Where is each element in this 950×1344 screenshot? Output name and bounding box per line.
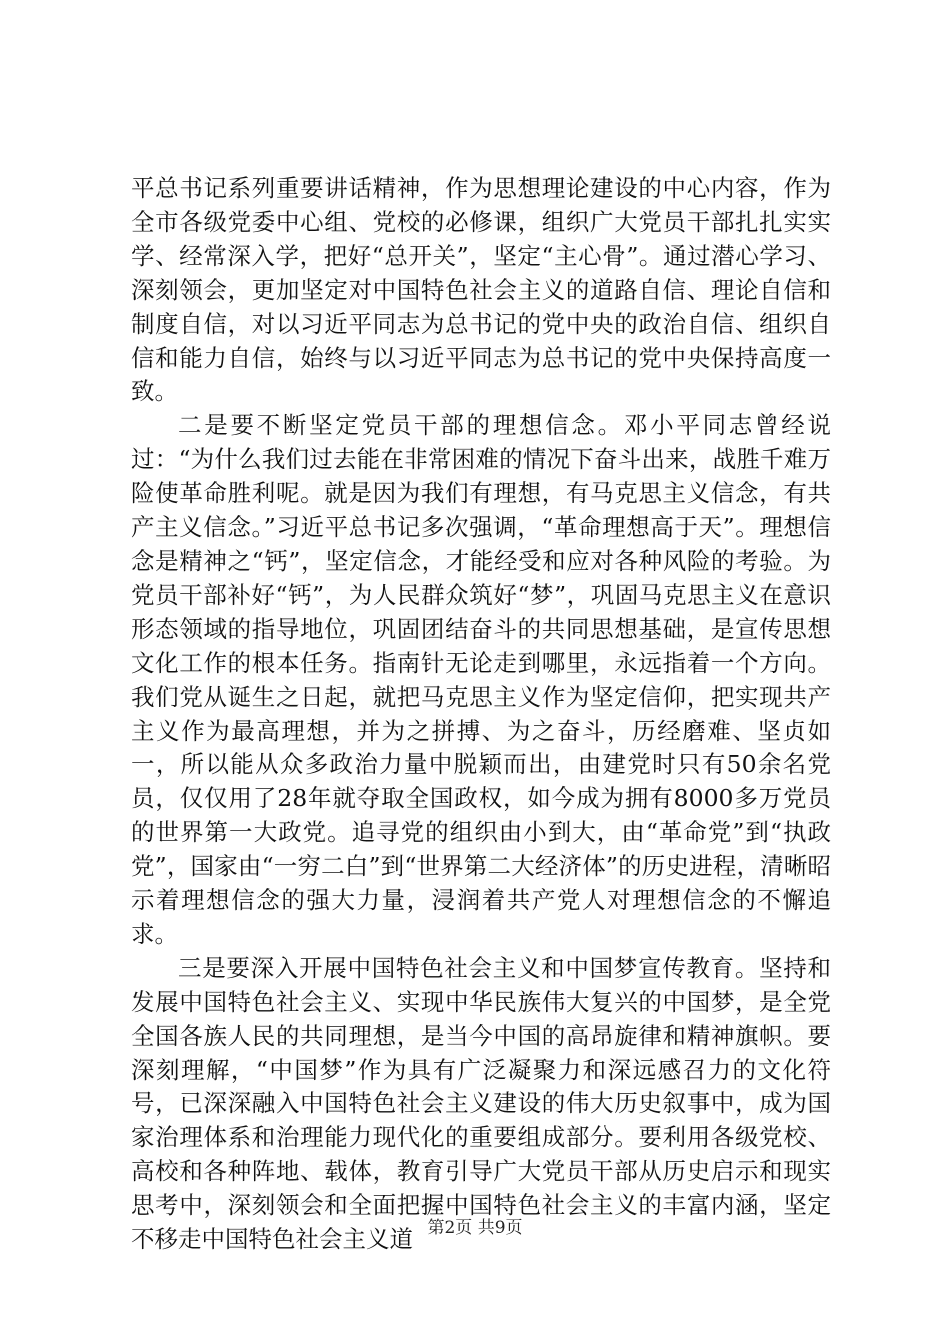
document-body bbox=[131, 172, 831, 1257]
paragraph-ideals-and-beliefs: 二是要不断坚定党员干部的理想信念。邓小平同志曾经说过：“为什么我们过去能在非常困难的情况下奋斗出来，战胜千难万险使革命胜利呢。就是因为我们有理想，有马克思主义信念，有共产主义信念。”习近平总书记多次强调，“革命理想高于天”。理想信念是精神之“钙”，坚定信念，才能经受和应对各种风险的考验。为党员干部补好“钙”，为人民群众筑好“梦”，巩固马克思主义在意识形态领域的指导地位，巩固团结奋斗的共同思想基础，是宣传思想文化工作的根本任务。指南针无论走到哪里，永远指着一个方向。我们党从诞生之日起，就把马克思主义作为坚定信仰，把实现共产主义作为最高理想，并为之拼搏、为之奋斗，历经磨难、坚贞如一，所以能从众多政治力量中脱颖而出，由建党时只有50余名党员，仅仅用了28年就夺取全国政权，如今成为拥有8000多万党员的世界第一大政党。追寻党的组织由小到大，由“革命党”到“执政党”，国家由“一穷二白”到“世界第二大经济体”的历史进程，清晰昭示着理想信念的强大力量，浸润着共产党人对理想信念的不懈追求。 bbox=[131, 411, 831, 948]
paragraph-chinese-dream-education: 三是要深入开展中国特色社会主义和中国梦宣传教育。坚持和发展中国特色社会主义、实现中华民族伟大复兴的中国梦，是全党全国各族人民的共同理想，是当今中国的高昂旋律和精神旗帜。要深刻理解，“中国梦”作为具有广泛凝聚力和深远感召力的文化符号，已深深融入中国特色社会主义建设的伟大历史叙事中，成为国家治理体系和治理能力现代化的重要组成部分。要利用各级党校、高校和各种阵地、载体，教育引导广大党员干部从历史启示和现实思考中，深刻领会和全面把握中国特色社会主义的丰富内涵，坚定不移走中国特色社会主义道 bbox=[131, 953, 831, 1254]
paragraph-continuation: 平总书记系列重要讲话精神，作为思想理论建设的中心内容，作为全市各级党委中心组、党校的必修课，组织广大党员干部扎扎实实学、经常深入学，把好“总开关”，坚定“主心骨”。通过潜心学习、深刻领会，更加坚定对中国特色社会主义的道路自信、理论自信和制度自信，对以习近平同志为总书记的党中央的政治自信、组织自信和能力自信，始终与以习近平同志为总书记的党中央保持高度一致。 bbox=[131, 174, 831, 406]
page-number-footer: 第2页 共9页 bbox=[427, 1218, 523, 1238]
